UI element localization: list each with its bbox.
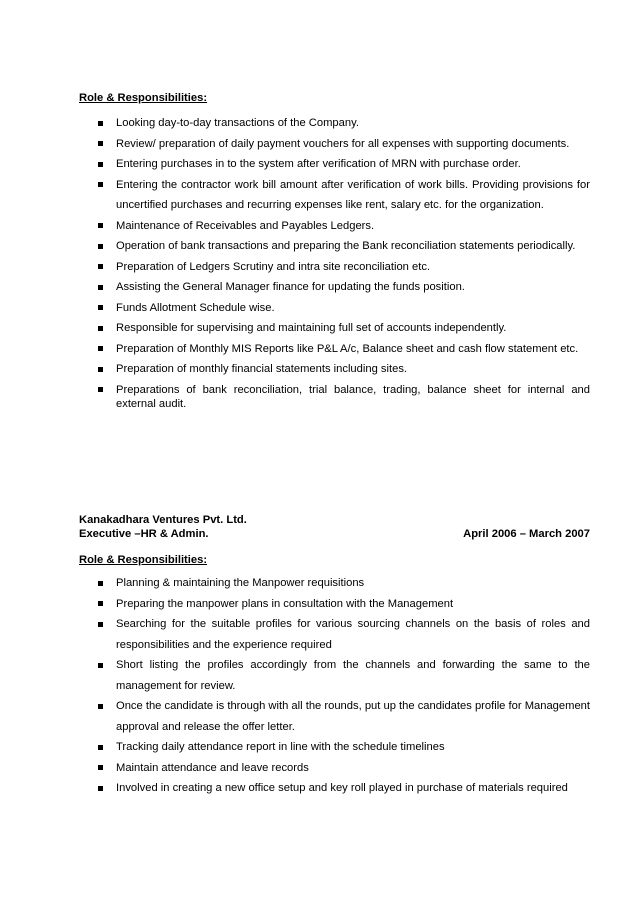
list-item: Looking day-to-day transactions of the Company. [79, 113, 590, 134]
responsibilities-list-1-tail [79, 383, 590, 411]
list-item: Planning & maintaining the Manpower requisitions [79, 573, 590, 594]
square-bullet-icon [98, 387, 103, 392]
square-bullet-icon [98, 244, 103, 249]
list-item: Operation of bank transactions and preparing the Bank reconciliation statements periodically. [79, 236, 590, 257]
square-bullet-icon [98, 264, 103, 269]
square-bullet-icon [98, 182, 103, 187]
list-item: Searching for the suitable profiles for various sourcing channels on the basis of roles and responsibilities and the experience required [79, 614, 590, 655]
square-bullet-icon [98, 622, 103, 627]
square-bullet-icon [98, 581, 103, 586]
role-section-1 [79, 91, 590, 411]
list-item: Responsible for supervising and maintaining full set of accounts independently. [79, 318, 590, 339]
square-bullet-icon [98, 162, 103, 167]
list-item: Once the candidate is through with all the rounds, put up the candidates profile for Management approval and release the offer letter. [79, 696, 590, 737]
square-bullet-icon [98, 223, 103, 228]
square-bullet-icon [98, 326, 103, 331]
list-item: Short listing the profiles accordingly from the channels and forwarding the same to the management for review. [79, 655, 590, 696]
role-heading-2: Role & Responsibilities: [79, 554, 208, 566]
list-item: Funds Allotment Schedule wise. [79, 298, 590, 319]
job-dates: April 2006 – March 2007 [463, 528, 590, 540]
role-heading-1: Role & Responsibilities: [79, 92, 208, 104]
list-item: Assisting the General Manager finance for updating the funds position. [79, 277, 590, 298]
square-bullet-icon [98, 367, 103, 372]
list-item: Involved in creating a new office setup and key roll played in purchase of materials required [79, 778, 590, 799]
square-bullet-icon [98, 141, 103, 146]
square-bullet-icon [98, 704, 103, 709]
square-bullet-icon [98, 601, 103, 606]
square-bullet-icon [98, 285, 103, 290]
list-item: Maintain attendance and leave records [79, 758, 590, 779]
list-item: Preparation of Ledgers Scrutiny and intra site reconciliation etc. [79, 257, 590, 278]
list-item: Preparations of bank reconciliation, trial balance, trading, balance sheet for internal and external audit. [79, 383, 590, 411]
list-item: Review/ preparation of daily payment vouchers for all expenses with supporting documents. [79, 134, 590, 155]
responsibilities-list-2 [79, 573, 590, 799]
list-item: Tracking daily attendance report in line with the schedule timelines [79, 737, 590, 758]
company-name: Kanakadhara Ventures Pvt. Ltd. [79, 514, 247, 526]
square-bullet-icon [98, 745, 103, 750]
square-bullet-icon [98, 121, 103, 126]
job-title-row [79, 527, 590, 541]
list-item: Entering purchases in to the system after verification of MRN with purchase order. [79, 154, 590, 175]
list-item: Maintenance of Receivables and Payables Ledgers. [79, 216, 590, 237]
square-bullet-icon [98, 346, 103, 351]
job-title: Executive –HR & Admin. [79, 528, 209, 540]
role-section-2 [79, 553, 590, 799]
list-item: Entering the contractor work bill amount after verification of work bills. Providing provisions for uncertified purchases and recurring expenses like rent, salary etc. for the organization. [79, 175, 590, 216]
square-bullet-icon [98, 663, 103, 668]
square-bullet-icon [98, 765, 103, 770]
square-bullet-icon [98, 786, 103, 791]
job-header [79, 513, 590, 541]
responsibilities-list-1 [79, 113, 590, 380]
square-bullet-icon [98, 305, 103, 310]
list-item: Preparing the manpower plans in consultation with the Management [79, 594, 590, 615]
list-item: Preparation of monthly financial statements including sites. [79, 359, 590, 380]
list-item: Preparation of Monthly MIS Reports like P&L A/c, Balance sheet and cash flow statement etc. [79, 339, 590, 360]
